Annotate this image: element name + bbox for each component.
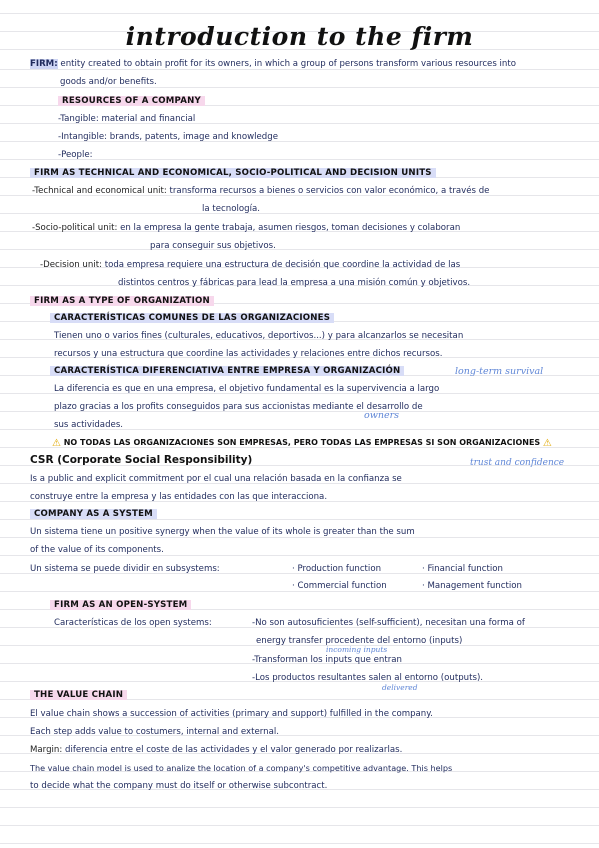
note-delivered: delivered: [382, 683, 418, 692]
subsystem-production: · Production function: [292, 564, 382, 574]
decision-unit-label: -Decision unit:: [40, 260, 102, 270]
organization-heading-row: [30, 292, 214, 310]
subsystem-financial: · Financial function: [422, 564, 503, 574]
technical-unit-line-1: [32, 182, 489, 200]
system-heading: COMPANY AS A SYSTEM: [30, 509, 157, 519]
decision-unit-text: toda empresa requiere una estructura de decisión que coordine la actividad de las: [104, 260, 461, 270]
open-system-heading: FIRM AS AN OPEN-SYSTEM: [50, 600, 191, 610]
warning-triangle-icon: ⚠: [542, 438, 552, 449]
note-incoming-inputs: incoming inputs: [326, 645, 388, 654]
firm-definition-text: entity created to obtain profit for its owners, in which a group of persons transform various resources into: [60, 59, 517, 69]
differentiating-characteristic-heading-row: [50, 362, 404, 380]
system-line-2: of the value of its components.: [30, 545, 164, 555]
note-owners: owners: [364, 410, 400, 421]
csr-heading: CSR (Corporate Social Responsibility): [30, 454, 253, 466]
open-system-line-3: -Los productos resultantes salen al entorno (outputs).: [252, 673, 484, 683]
system-line-1: Un sistema tiene un positive synergy when the value of its whole is greater than the sum: [30, 527, 415, 537]
differentiating-characteristic-line-3: sus actividades.: [54, 420, 124, 430]
system-heading-row: [30, 505, 157, 523]
resources-heading: RESOURCES OF A COMPANY: [58, 96, 205, 106]
socio-political-unit-text: en la empresa la gente trabaja, asumen riesgos, toman decisiones y colaboran: [120, 223, 461, 233]
resources-people: -People:: [58, 150, 93, 160]
differentiating-characteristic-line-1: La diferencia es que en una empresa, el objetivo fundamental es la supervivencia a largo: [54, 384, 440, 394]
resources-heading-row: [58, 92, 205, 110]
value-chain-line-5: to decide what the company must do itself or otherwise subcontract.: [30, 781, 328, 791]
subsystem-management: · Management function: [422, 581, 522, 591]
firm-label: FIRM:: [30, 59, 58, 69]
socio-political-unit-label: -Socio-political unit:: [32, 223, 118, 233]
value-chain-heading: THE VALUE CHAIN: [30, 690, 127, 700]
firm-definition-line-2: goods and/or benefits.: [60, 77, 157, 87]
warning-triangle-icon: ⚠: [52, 438, 61, 449]
page-title: introduction to the firm: [125, 22, 474, 51]
socio-political-unit-line-2: para conseguir sus objetivos.: [150, 241, 276, 251]
decision-unit-line-1: [40, 256, 460, 274]
open-system-heading-row: [50, 596, 191, 614]
subsystem-commercial: · Commercial function: [292, 581, 387, 591]
decision-unit-line-2: distintos centros y fábricas para lead la empresa a una misión común y objetivos.: [118, 278, 471, 288]
open-system-label: Características de los open systems:: [54, 618, 212, 628]
common-characteristics-line-2: recursos y una estructura que coordine las actividades y relaciones entre dichos recursos.: [54, 349, 443, 359]
note-trust-and-confidence: trust and confidence: [470, 458, 565, 468]
csr-line-1: Is a public and explicit commitment por el cual una relación basada en la confianza se: [30, 474, 402, 484]
open-system-line-2: -Transforman los inputs que entran: [252, 655, 402, 665]
margin-line: [30, 741, 402, 759]
socio-political-unit-line-1: [32, 219, 460, 237]
differentiating-characteristic-heading: CARACTERÍSTICA DIFERENCIATIVA ENTRE EMPRESA Y ORGANIZACIÓN: [50, 366, 404, 376]
units-heading-row: [30, 164, 436, 182]
common-characteristics-line-1: Tienen uno o varios fines (culturales, educativos, deportivos...) y para alcanzarlos se necesitan: [54, 331, 464, 341]
common-characteristics-heading-row: [50, 309, 334, 327]
open-system-line-1b: energy transfer procedente del entorno (inputs): [256, 636, 463, 646]
note-long-term-survival: long-term survival: [455, 366, 544, 377]
margin-label: Margin:: [30, 745, 63, 755]
csr-line-2: construye entre la empresa y las entidades con las que interacciona.: [30, 492, 328, 502]
system-line-3: Un sistema se puede dividir en subsystems:: [30, 564, 220, 574]
firm-definition-line-1: [30, 55, 516, 73]
differentiating-characteristic-line-2: plazo gracias a los profits conseguidos para sus accionistas mediante el desarrollo de: [54, 402, 423, 412]
value-chain-line-2: Each step adds value to costumers, internal and external.: [30, 727, 279, 737]
margin-text: diferencia entre el coste de las actividades y el valor generado por realizarlas.: [64, 745, 403, 755]
value-chain-heading-row: [30, 686, 127, 704]
technical-unit-label: -Technical and economical unit:: [32, 186, 167, 196]
common-characteristics-heading: CARACTERÍSTICAS COMUNES DE LAS ORGANIZACIONES: [50, 313, 334, 323]
organization-heading: FIRM AS A TYPE OF ORGANIZATION: [30, 296, 214, 306]
technical-unit-text: transforma recursos a bienes o servicios con valor económico, a través de: [169, 186, 490, 196]
value-chain-line-1: El value chain shows a succession of activities (primary and support) fulfilled in the company.: [30, 709, 433, 719]
open-system-line-1: -No son autosuficientes (self-sufficient), necesitan una forma of: [252, 618, 525, 628]
technical-unit-line-2: la tecnología.: [202, 204, 260, 214]
resources-intangible: -Intangible: brands, patents, image and knowledge: [58, 132, 278, 142]
warning-text: NO TODAS LAS ORGANIZACIONES SON EMPRESAS, PERO TODAS LAS EMPRESAS SI SON ORGANIZACIONES: [63, 438, 541, 447]
value-chain-line-4: The value chain model is used to analize the location of a company's competitive advantage. This helps: [30, 763, 453, 773]
units-heading: FIRM AS TECHNICAL AND ECONOMICAL, SOCIO-POLITICAL AND DECISION UNITS: [30, 168, 436, 178]
resources-tangible: -Tangible: material and financial: [58, 114, 196, 124]
